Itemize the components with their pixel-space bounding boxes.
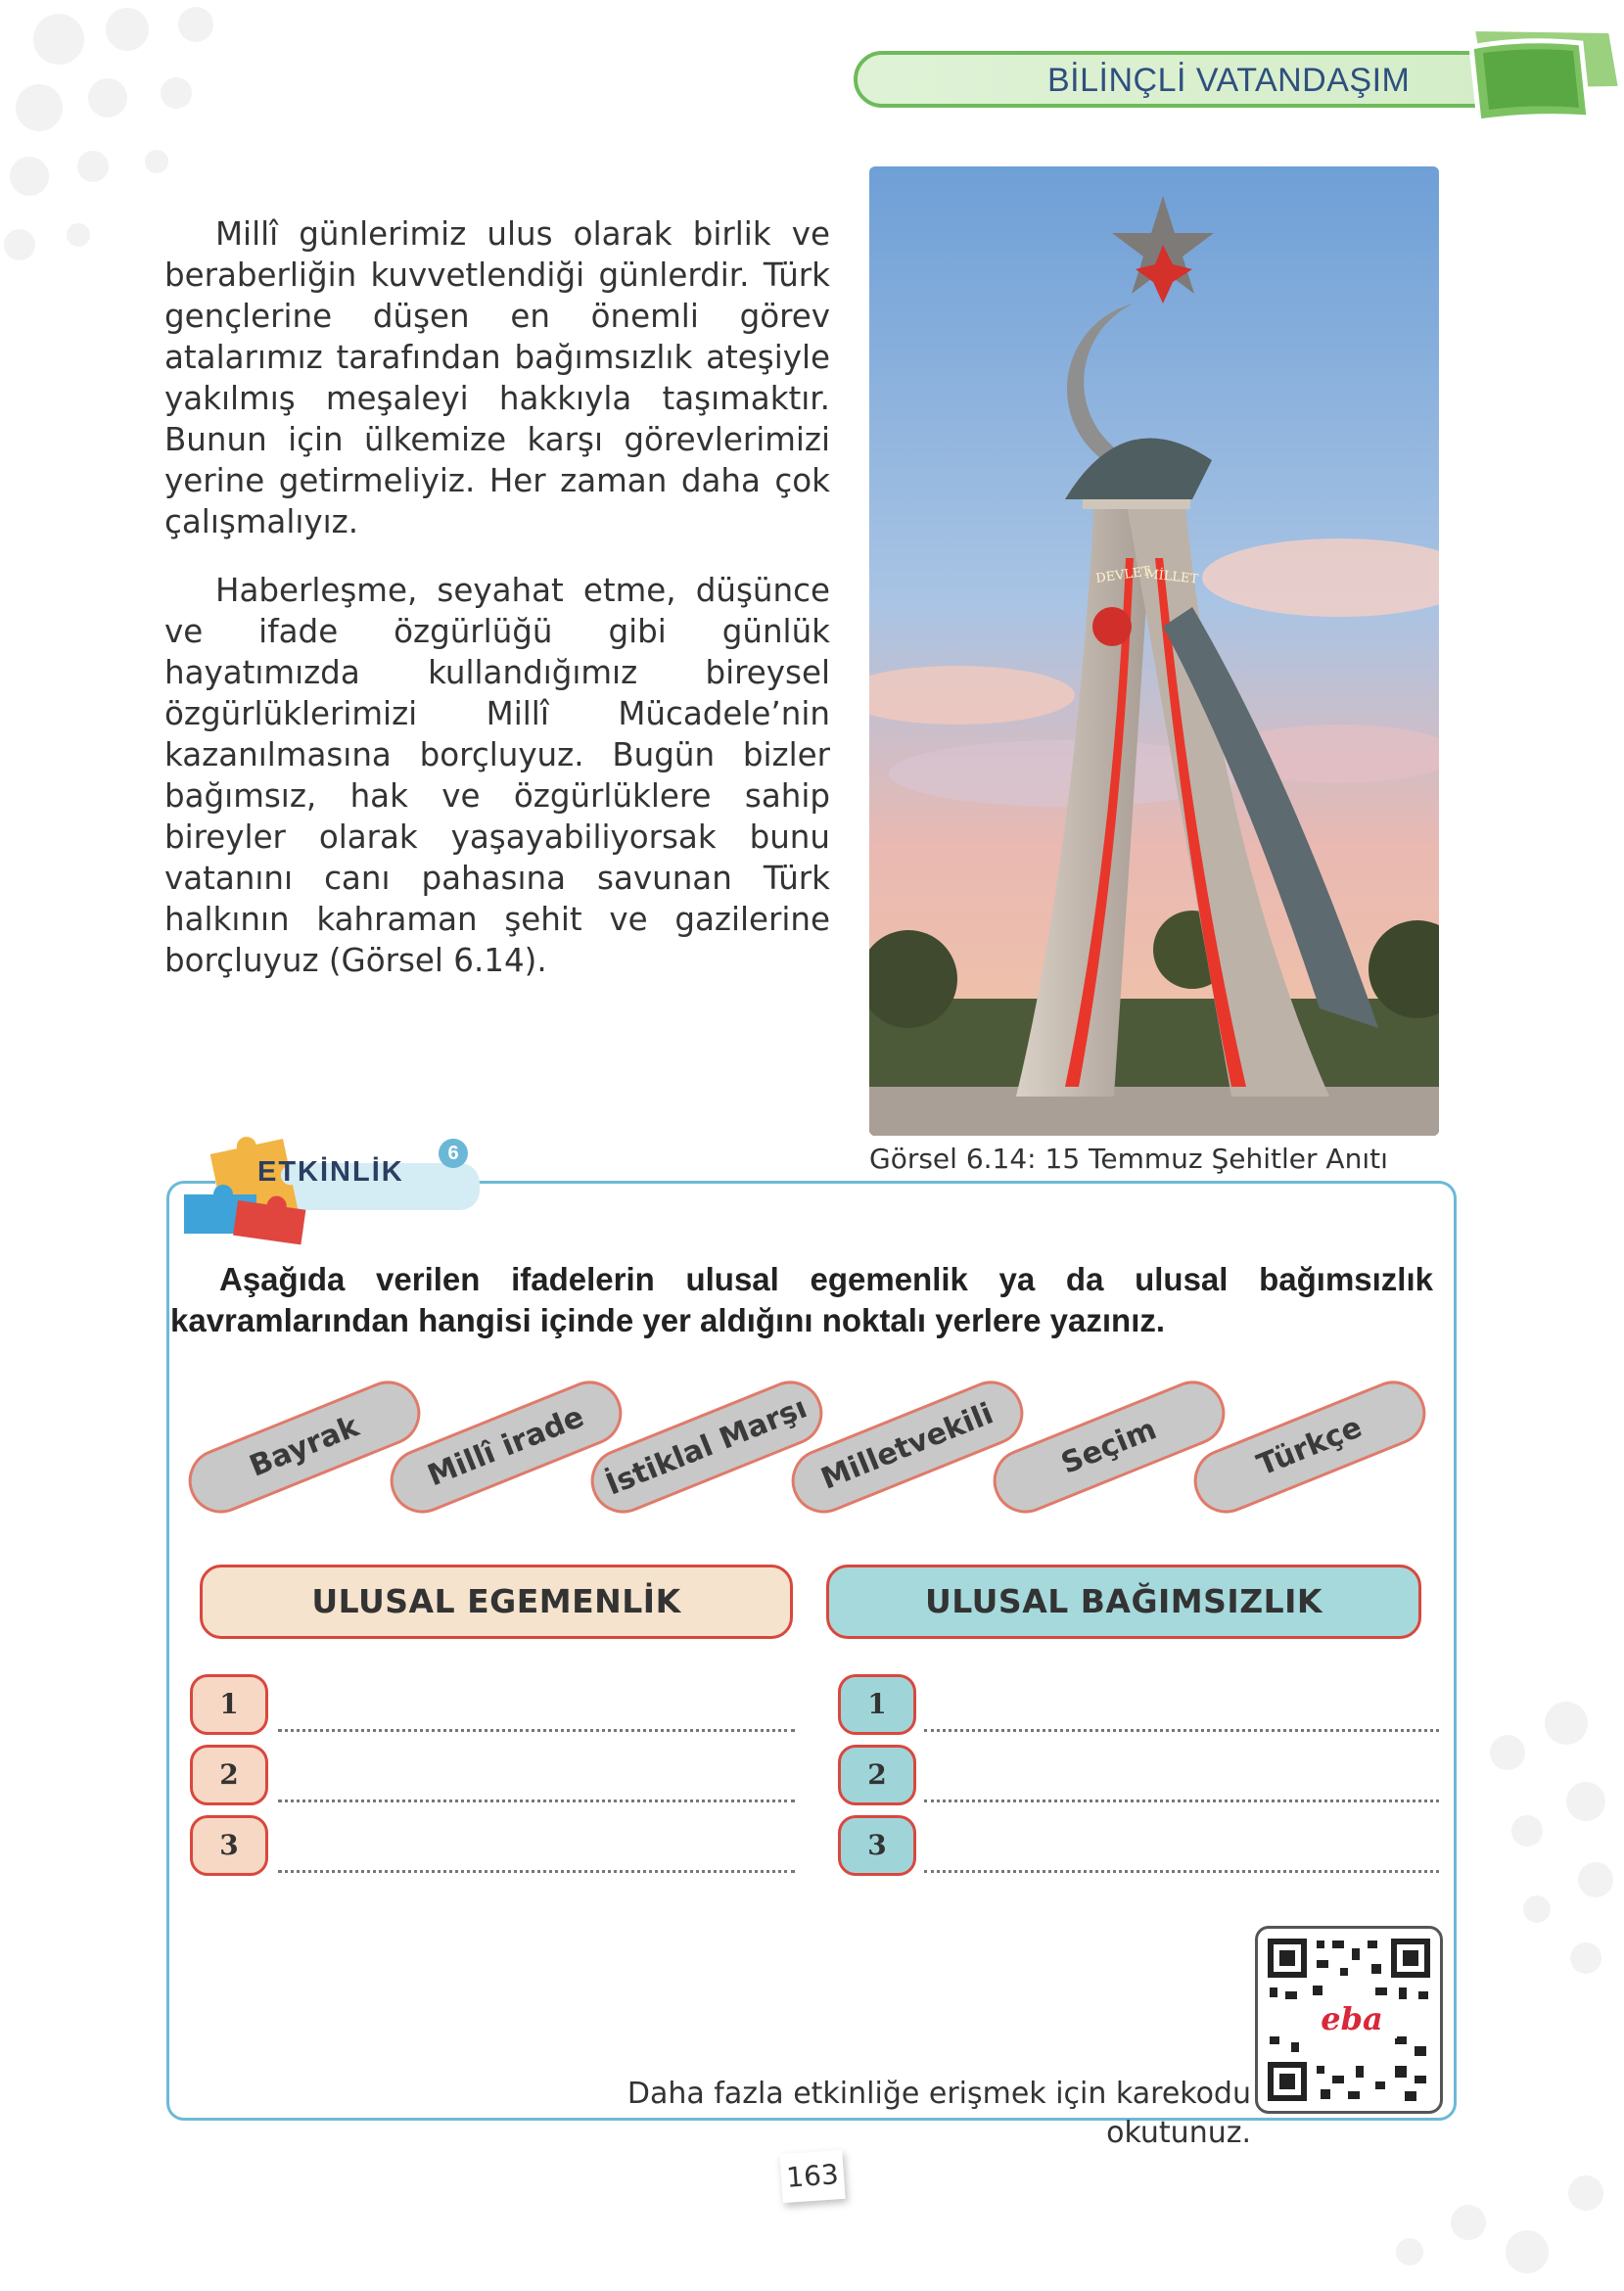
term-pill: İstiklal Marşı [581, 1372, 833, 1523]
answer-line[interactable] [278, 1798, 795, 1802]
answer-number: 3 [838, 1815, 916, 1876]
paragraph-2: Haberleşme, seyahat etme, düşünce ve ifade özgürlüğü gibi günlük hayatımızda kullandığımız bireysel özgürlüklerimizi Millî Mücadele’nin kazanılmasına borçluyuz. Bugün bizler bağımsız, hak ve özgürlüklere sahip bireyler olarak yaşayabiliyorsak bunu vatanını canı pahasına savunan Türk halkının kahraman şehit ve gazilerine borçluyuz (Görsel 6.14). [164, 572, 830, 979]
paragraph-1: Millî günlerimiz ulus olarak birlik ve beraberliğin kuvvetlendiği günlerdir. Türk gençlerine düşen en önemli görev atalarımız tarafından bağımsızlık ateşiyle yakılmış meşaleyi hakkıyla taşımaktır. Bunun için ülkemize karşı görevlerimizi yerine getirmeliyiz. Her zaman daha çok çalışmalıyız. [164, 215, 830, 540]
eba-logo: eba [1321, 2000, 1383, 2037]
answer-number: 1 [190, 1674, 268, 1735]
answer-line[interactable] [278, 1868, 795, 1873]
monument-photo [869, 166, 1439, 1136]
monument-inscription-right: MİLLET [1144, 567, 1199, 587]
answer-number: 1 [838, 1674, 916, 1735]
qr-instruction: Daha fazla etkinliğe erişmek için karekodu okutunuz. [626, 2077, 1251, 2150]
unit-title: BİLİNÇLİ VATANDAŞIM [1047, 62, 1411, 99]
answer-line[interactable] [278, 1727, 795, 1732]
answer-line[interactable] [924, 1868, 1439, 1873]
page-number: 163 [779, 2150, 845, 2203]
monument-inscription-left: DEVLET [1094, 564, 1152, 586]
answer-number: 2 [838, 1745, 916, 1805]
answer-number: 3 [190, 1815, 268, 1876]
photo-caption: Görsel 6.14: 15 Temmuz Şehitler Anıtı [869, 1143, 1388, 1175]
term-pill: Milletvekili [782, 1372, 1034, 1523]
column-header-egemenlik: ULUSAL EGEMENLİK [200, 1565, 793, 1639]
answer-line[interactable] [924, 1798, 1439, 1802]
activity-label: ETKİNLİK [257, 1156, 404, 1188]
column-header-bagimsizlik: ULUSAL BAĞIMSIZLIK [826, 1565, 1421, 1639]
answer-line[interactable] [924, 1727, 1439, 1732]
activity-number-badge: 6 [439, 1139, 468, 1168]
answer-number: 2 [190, 1745, 268, 1805]
term-pill: Millî irade [381, 1372, 632, 1523]
activity-instruction: Aşağıda verilen ifadelerin ulusal egemenlik ya da ulusal bağımsızlık kavramlarından hangisi içinde yer aldığını noktalı yerlere yazınız. [170, 1261, 1433, 1338]
term-pill: Türkçe [1184, 1372, 1436, 1523]
qr-code[interactable] [1255, 1926, 1443, 2114]
book-tab-icon [1463, 20, 1624, 137]
term-pill: Seçim [984, 1372, 1235, 1523]
term-pill: Bayrak [179, 1372, 431, 1523]
